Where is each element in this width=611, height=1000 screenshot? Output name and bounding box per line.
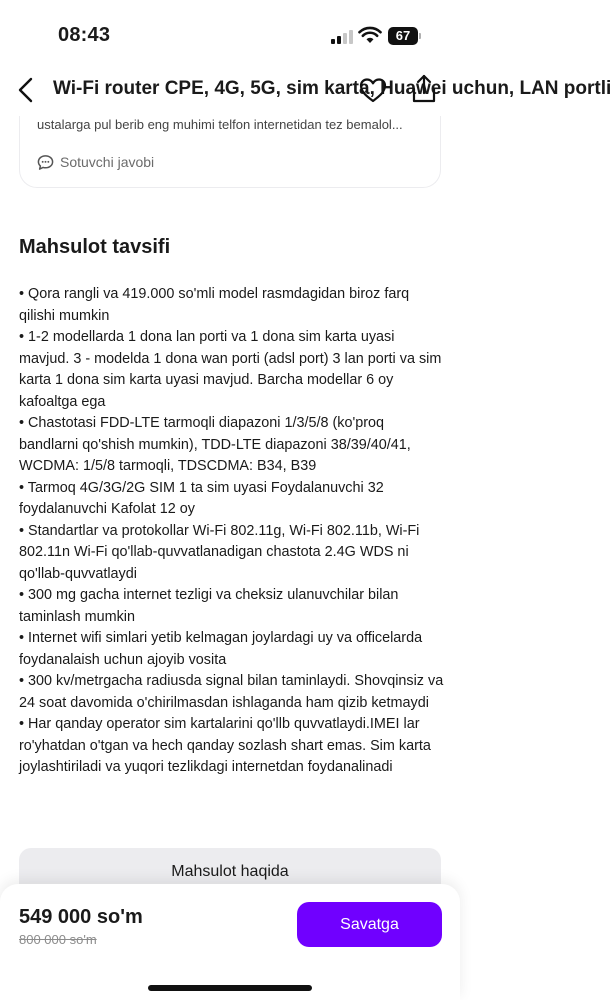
current-price: 549 000 so'm: [19, 906, 143, 928]
description-line: • Internet wifi simlari yetib kelmagan joylardagi uy va officelarda foydanalaish uchun ajoyib vosita: [19, 630, 423, 668]
chevron-left-icon[interactable]: [12, 74, 42, 106]
about-product-button[interactable]: Mahsulot haqida: [19, 848, 441, 896]
status-time: 08:43: [58, 24, 111, 46]
description-line: • 300 kv/metrgacha radiusda signal bilan taminlaydi. Shovqinsiz va 24 soat davomida o'chirilmasdan ishlaganda ham qizib ketmaydi: [19, 673, 444, 711]
wifi-icon: [358, 26, 382, 44]
description-line: • 300 mg gacha internet tezligi va cheksiz ulanuvchilar bilan taminlash mumkin: [19, 587, 399, 625]
description-line: • Tarmoq 4G/3G/2G SIM 1 ta sim uyasi Foydalanuvchi 32 foydalanuvchi Kafolat 12 oy: [19, 479, 384, 517]
heart-icon[interactable]: [358, 76, 388, 104]
seller-reply[interactable]: [37, 152, 154, 172]
status-bar: [0, 0, 460, 64]
seller-reply-label: Sotuvchi javobi: [60, 154, 155, 170]
battery-icon: 67: [388, 27, 418, 45]
description-line: • Chastotasi FDD-LTE tarmoqli diapazoni 1/3/5/8 (ko'proq bandlarni qo'shish mumkin), TDD-LTE diapazoni 38/39/40/41, WCDMA: 1/5/8 tarmoqli, TDSCDMA: B34, B39: [19, 415, 411, 474]
share-icon[interactable]: [410, 73, 438, 105]
page-title: Wi-Fi router CPE, 4G, 5G, sim karta, Huawei uchun, LAN portli: [53, 78, 611, 99]
description-line: • Qora rangli va 419.000 so'mli model rasmdagidan biroz farq qilishi mumkin: [19, 286, 410, 324]
purchase-bar: [0, 884, 460, 1000]
battery-tip: [419, 33, 421, 39]
home-indicator[interactable]: [148, 985, 312, 991]
product-header: [0, 64, 611, 116]
product-description: [19, 284, 444, 779]
description-line: • 1-2 modellarda 1 dona lan porti va 1 dona sim karta uyasi mavjud. 3 - modelda 1 dona wan porti (adsl port) 3 lan porti va sim karta 1 dona sim karta uyasi mavjud. Barcha modellar 6 oy kafoaltga ega: [19, 329, 442, 410]
add-to-cart-button[interactable]: Savatga: [297, 902, 442, 947]
description-line: • Har qanday operator sim kartalarini qo'llb quvvatlaydi.IMEI lar ro'yhatdan o'tgan va hech qanday sozlash shart emas. Sim karta joylashtiriladi va yuqori tezlikdagi internetdan foydanalinadi: [19, 716, 431, 775]
review-text: ustalarga pul berib eng muhimi telfon internetidan tez bemalol...: [37, 117, 403, 132]
old-price: 800 000 so'm: [19, 932, 97, 947]
chat-bubble-icon: [37, 154, 54, 171]
cellular-signal-icon: [331, 30, 353, 44]
description-title: Mahsulot tavsifi: [19, 236, 171, 258]
description-line: • Standartlar va protokollar Wi-Fi 802.11g, Wi-Fi 802.11b, Wi-Fi 802.11n Wi-Fi qo'llab-quvvatlanadigan chastota 2.4G WDS ni qo'llab-quvvatlaydi: [19, 522, 420, 582]
